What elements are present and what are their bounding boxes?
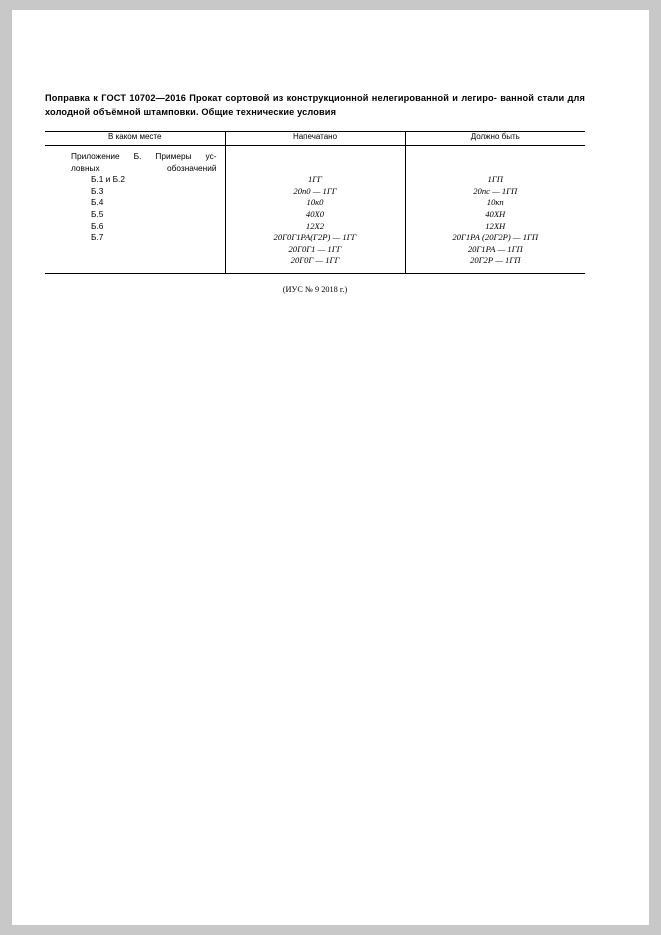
location-intro-line-2: ловных обозначений xyxy=(71,162,217,173)
should-be-value: 1ГП xyxy=(487,174,503,185)
page-title xyxy=(45,92,585,119)
corrections-table xyxy=(45,131,585,274)
table-row xyxy=(45,146,585,274)
title-line-1: Поправка к ГОСТ 10702—2016 Прокат сортовой из конструкционной нелегированной и легиро- xyxy=(45,93,497,103)
column-header-printed: Напечатано xyxy=(225,132,405,146)
cell-should-be xyxy=(405,146,585,274)
should-be-value: 12ХН xyxy=(485,220,506,231)
location-item: Б.4 xyxy=(91,197,104,208)
printed-value: 20Г0Г1РА(Г2Р) — 1ГГ xyxy=(273,232,357,243)
printed-value: 20Г0Г1 — 1ГГ xyxy=(288,243,342,254)
location-intro xyxy=(45,151,225,174)
printed-value: 20n0 — 1ГГ xyxy=(293,185,337,196)
should-be-value: 40ХН xyxy=(485,208,506,219)
column-header-should-be: Должно быть xyxy=(405,132,585,146)
cell-printed xyxy=(225,146,405,274)
should-be-value: 20Г1РА — 1ГП xyxy=(467,243,523,254)
location-item: Б.1 и Б.2 xyxy=(91,174,125,185)
document-page xyxy=(12,10,649,925)
document-content xyxy=(45,92,585,294)
should-be-value: 20Г2Р — 1ГП xyxy=(470,255,521,266)
should-be-value: 10кп xyxy=(486,197,504,208)
should-be-value: 20Г1РА (20Г2Р) — 1ГП xyxy=(452,232,539,243)
printed-value: 40Х0 xyxy=(305,208,325,219)
printed-value: 20Г0Г — 1ГГ xyxy=(290,255,340,266)
location-item: Б.7 xyxy=(91,232,104,243)
cell-location xyxy=(45,146,225,274)
should-be-value: 20пс — 1ГП xyxy=(473,185,518,196)
location-intro-line-1: Приложение Б. Примеры ус- xyxy=(71,151,217,161)
column-header-location: В каком месте xyxy=(45,132,225,146)
location-item: Б.6 xyxy=(91,220,104,231)
table-header-row xyxy=(45,132,585,146)
publication-note: (ИУС № 9 2018 г.) xyxy=(282,284,348,294)
location-item: Б.3 xyxy=(91,185,104,196)
printed-value: 10к0 xyxy=(306,197,324,208)
location-item: Б.5 xyxy=(91,208,104,219)
title-line-2: ванной стали для холодной объёмной штамповки. Общие технические условия xyxy=(45,93,585,117)
printed-value: 1ГГ xyxy=(307,174,323,185)
printed-value: 12Х2 xyxy=(305,220,325,231)
